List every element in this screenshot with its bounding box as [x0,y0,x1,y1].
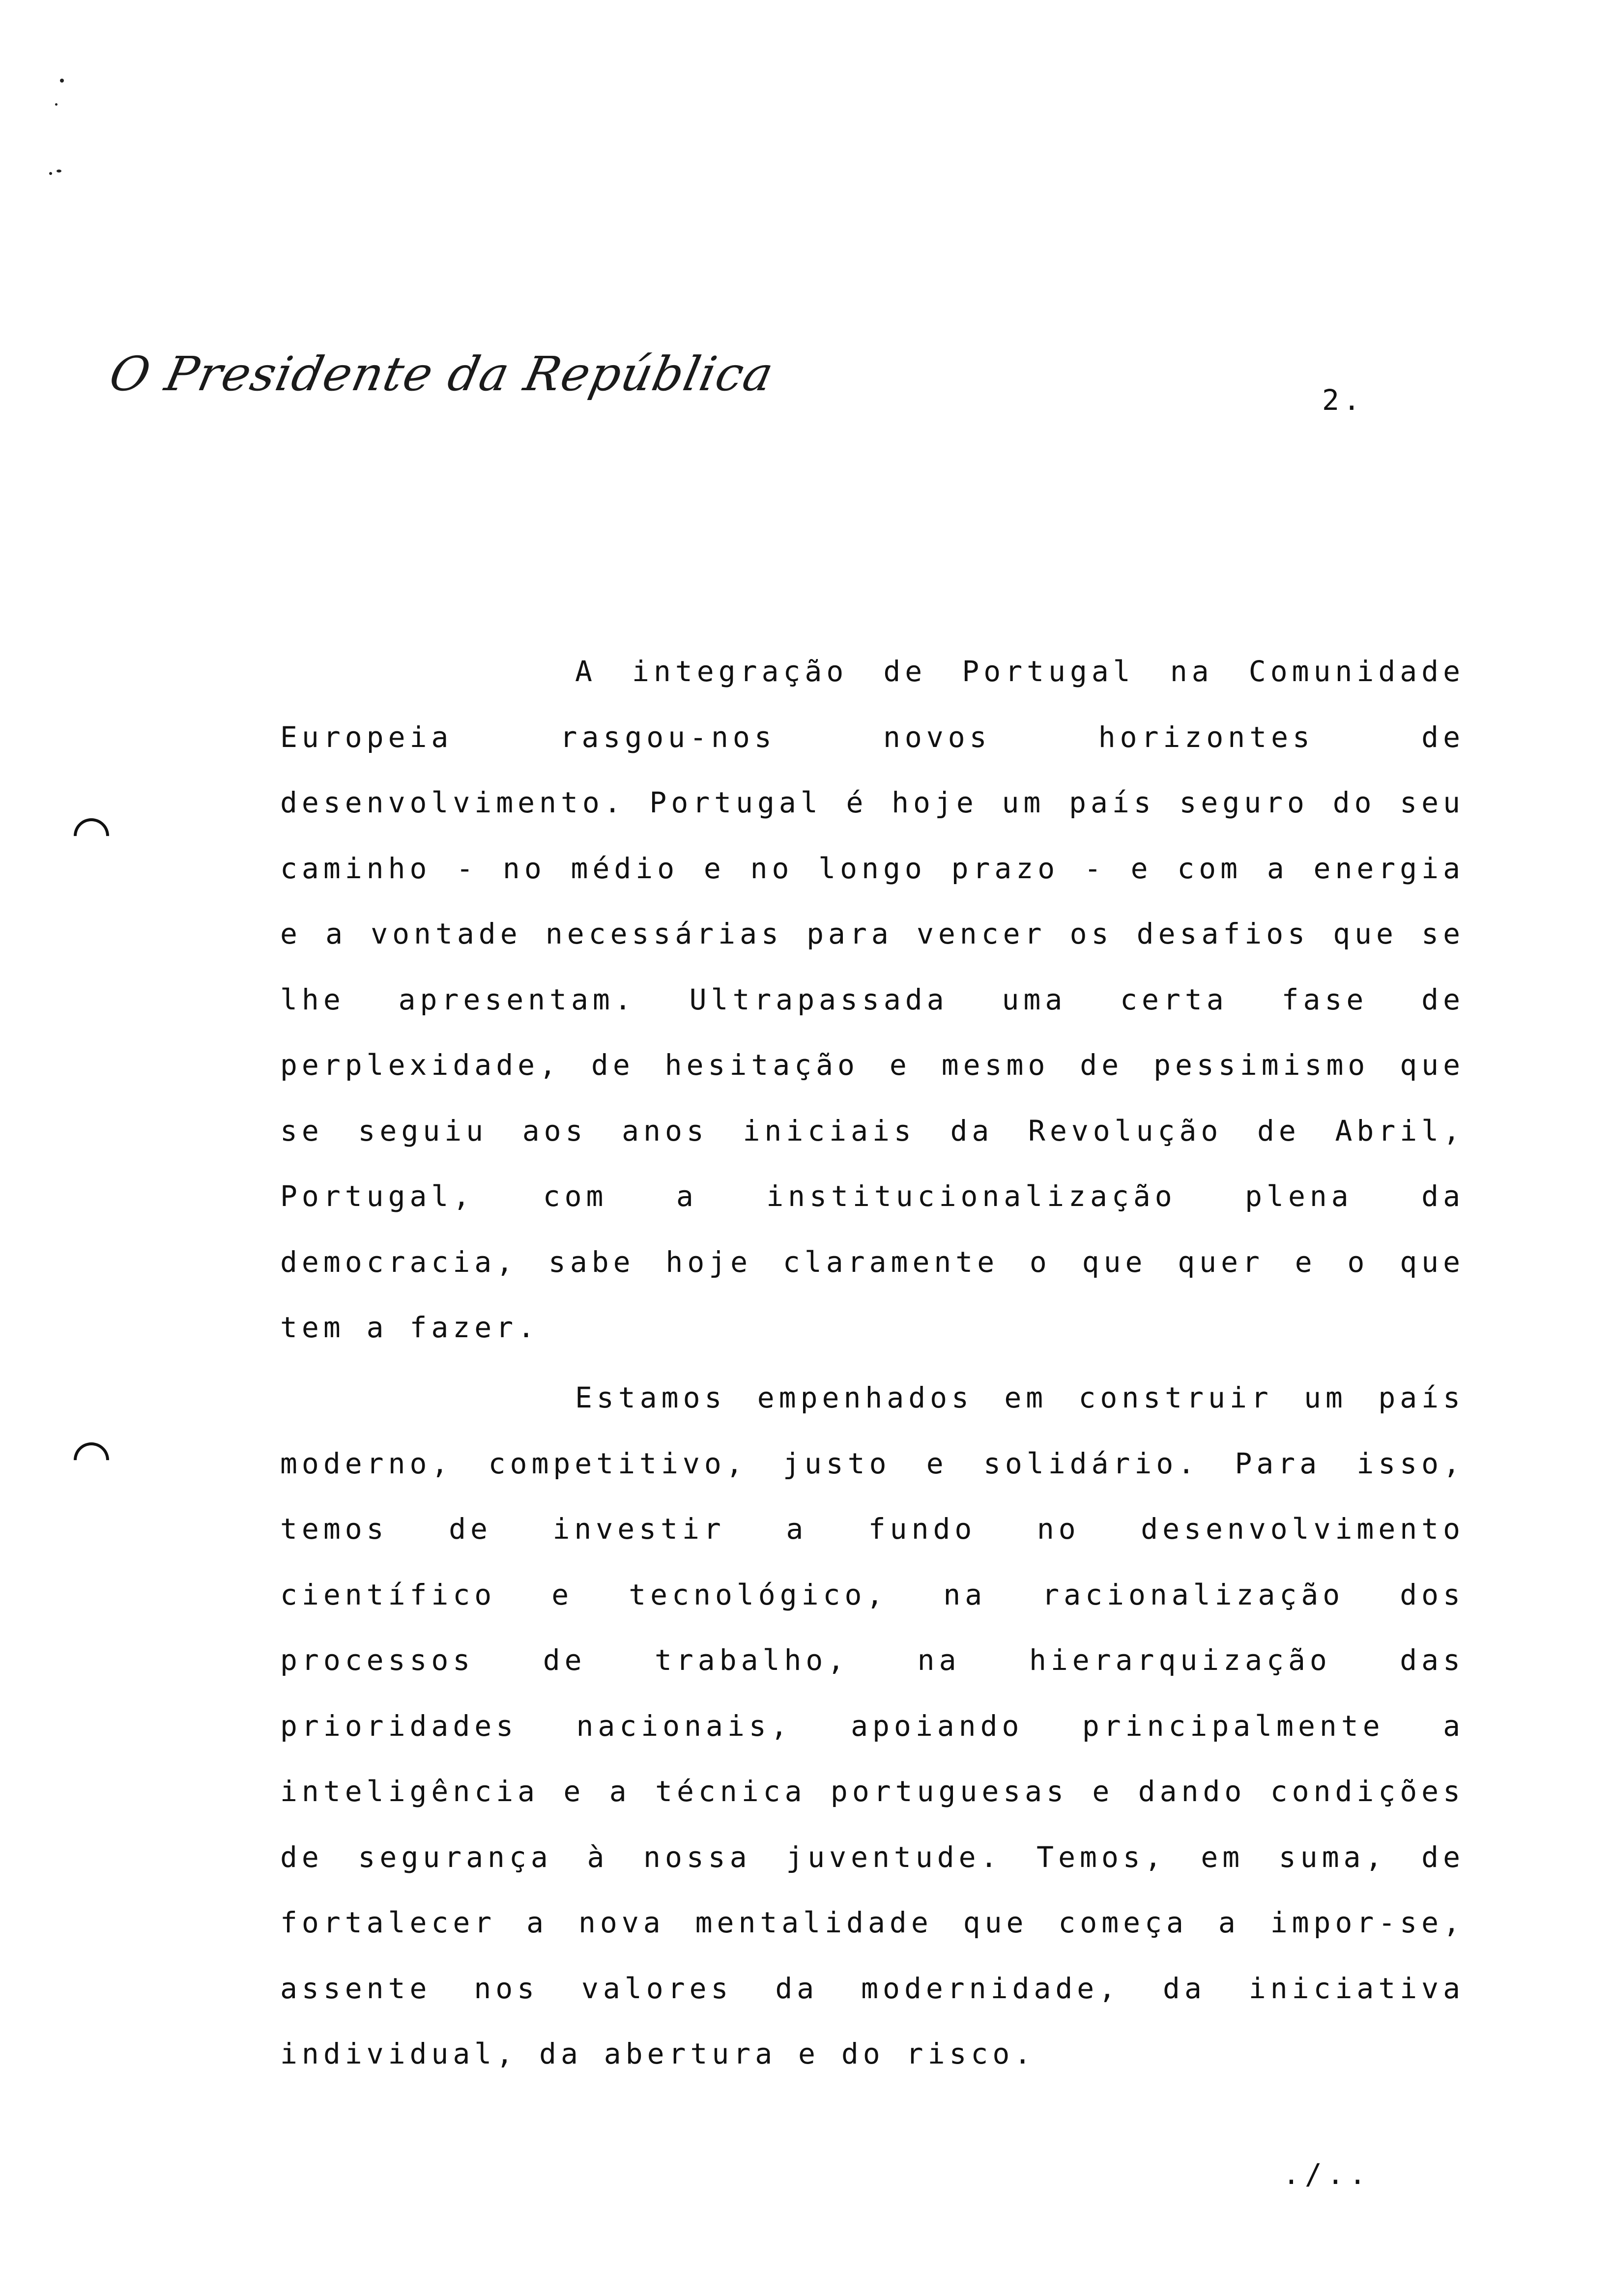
scan-speck [49,172,52,175]
continuation-mark: ./.. [1283,2157,1371,2191]
scan-speck [57,170,61,172]
page-number: 2. [1322,383,1364,417]
scan-speck [60,79,64,83]
punch-hole-icon [66,811,116,861]
paragraph-text: A integração de Portugal na Comunidade Europeia rasgou-nos novos horizontes de desenvolvimento. Portugal é hoje um país seguro do seu caminho - no médio e no longo prazo - e com a energia e a vontade necessárias para vencer os desafios que se lhe apresentam. Ultrapassada uma certa fase de perplexidade, de hesitação e mesmo de pessimismo que se seguiu aos anos iniciais da Revolução de Abril, Portugal, com a institucionalização plena da democracia, sabe hoje claramente o que quer e o que tem a fazer. [280,655,1465,1344]
body-paragraph [280,1365,1465,2087]
body-paragraph [280,639,1465,1361]
paragraph-text: Estamos empenhados em construir um país moderno, competitivo, justo e solidário. Para isso, temos de investir a fundo no desenvolvimento científico e tecnológico, na racionalização dos processos de trabalho, na hierarquização das prioridades nacionais, apoiando principalmente a inteligência e a técnica portuguesas e dando condições de segurança à nossa juventude. Temos, em suma, de fortalecer a nova mentalidade que começa a impor-se, assente nos valores da modernidade, da iniciativa individual, da abertura e do risco. [280,1381,1465,2070]
scan-speck [55,103,58,106]
letterhead-title: O Presidente da República [105,346,779,402]
punch-hole-icon [66,1435,116,1485]
